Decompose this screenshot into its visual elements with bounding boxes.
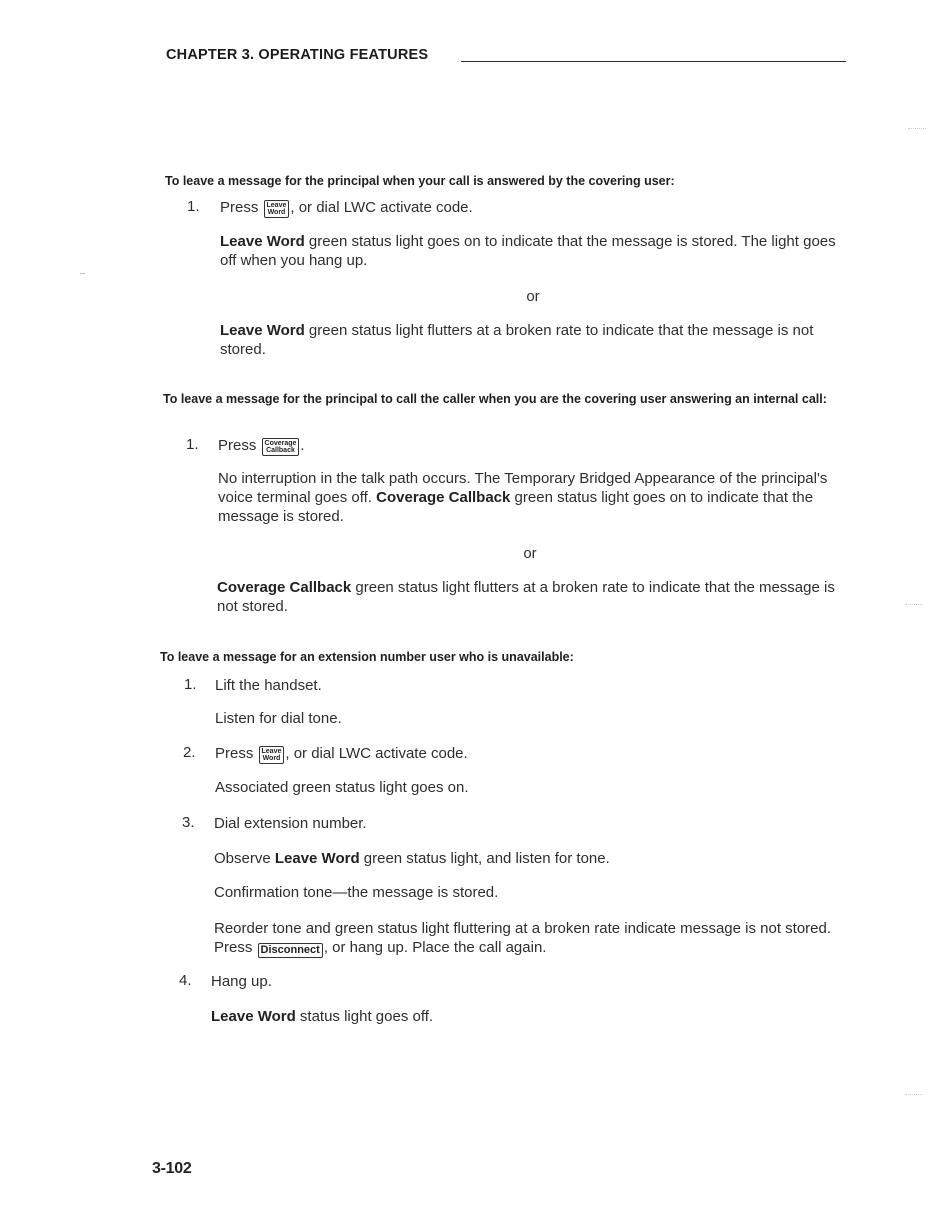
scan-margin-mark — [908, 128, 926, 129]
section3-step2-note: Associated green status light goes on. — [215, 779, 469, 796]
section3-step2-number: 2. — [183, 744, 196, 761]
section1-heading: To leave a message for the principal when your call is answered by the covering user: — [165, 174, 675, 188]
section3-heading: To leave a message for an extension number user who is unavailable: — [160, 650, 574, 664]
section2-para1: No interruption in the talk path occurs. The Temporary Bridged Appearance of the principal's voice terminal goes off. Coverage Callback green status light goes on to indicate that the message is stored. — [218, 470, 828, 525]
section1-step1 — [220, 198, 473, 218]
header-rule — [461, 61, 846, 62]
section3-step3-number: 3. — [182, 814, 195, 831]
section1-or: or — [526, 288, 540, 305]
step-text: . — [300, 437, 305, 454]
section3-step1: Lift the handset. — [215, 677, 322, 694]
section2-para2: Coverage Callback green status light flutters at a broken rate to indicate that the message is not stored. — [217, 579, 835, 615]
section3-step2 — [215, 744, 468, 764]
step-text: , or dial LWC activate code. — [285, 745, 468, 762]
section3-step4: Hang up. — [211, 973, 272, 990]
scan-margin-mark — [905, 604, 923, 605]
step-text: , or dial LWC activate code. — [290, 199, 473, 216]
section3-step3: Dial extension number. — [214, 815, 367, 832]
coverage-callback-key-icon: Coverage Callback — [262, 438, 300, 456]
section3-step1-note: Listen for dial tone. — [215, 710, 342, 727]
leave-word-key-icon: Leave Word — [264, 200, 290, 218]
section1-para2: Leave Word green status light flutters at a broken rate to indicate that the message is not stored. — [220, 322, 814, 358]
section3-step3-note1: Observe Leave Word green status light, and listen for tone. — [214, 850, 610, 867]
scan-margin-mark — [80, 273, 85, 274]
press-label: Press — [218, 437, 257, 454]
section2-step1-number: 1. — [186, 436, 199, 453]
press-label: Press — [220, 199, 259, 216]
section2-heading: To leave a message for the principal to call the caller when you are the covering user answering an internal call: — [163, 392, 827, 406]
scan-margin-mark — [905, 1094, 923, 1095]
disconnect-key-icon: Disconnect — [258, 943, 323, 958]
section3-step3-note2: Confirmation tone—the message is stored. — [214, 884, 499, 901]
section1-para1: Leave Word green status light goes on to indicate that the message is stored. The light goes off when you hang up. — [220, 233, 836, 269]
press-label: Press — [215, 745, 254, 762]
chapter-title: CHAPTER 3. OPERATING FEATURES — [166, 47, 429, 63]
section1-step1-number: 1. — [187, 198, 200, 215]
section3-step3-note3: Reorder tone and green status light fluttering at a broken rate indicate message is not stored. Press Disconnect , or hang up. Place the call again. — [214, 920, 832, 956]
section3-step4-number: 4. — [179, 972, 192, 989]
section3-step4-note: Leave Word status light goes off. — [211, 1008, 434, 1025]
section2-step1 — [218, 436, 305, 456]
section2-or: or — [523, 545, 537, 562]
leave-word-key-icon: Leave Word — [259, 746, 285, 764]
page-number: 3-102 — [152, 1160, 192, 1177]
section3-step1-number: 1. — [184, 676, 197, 693]
